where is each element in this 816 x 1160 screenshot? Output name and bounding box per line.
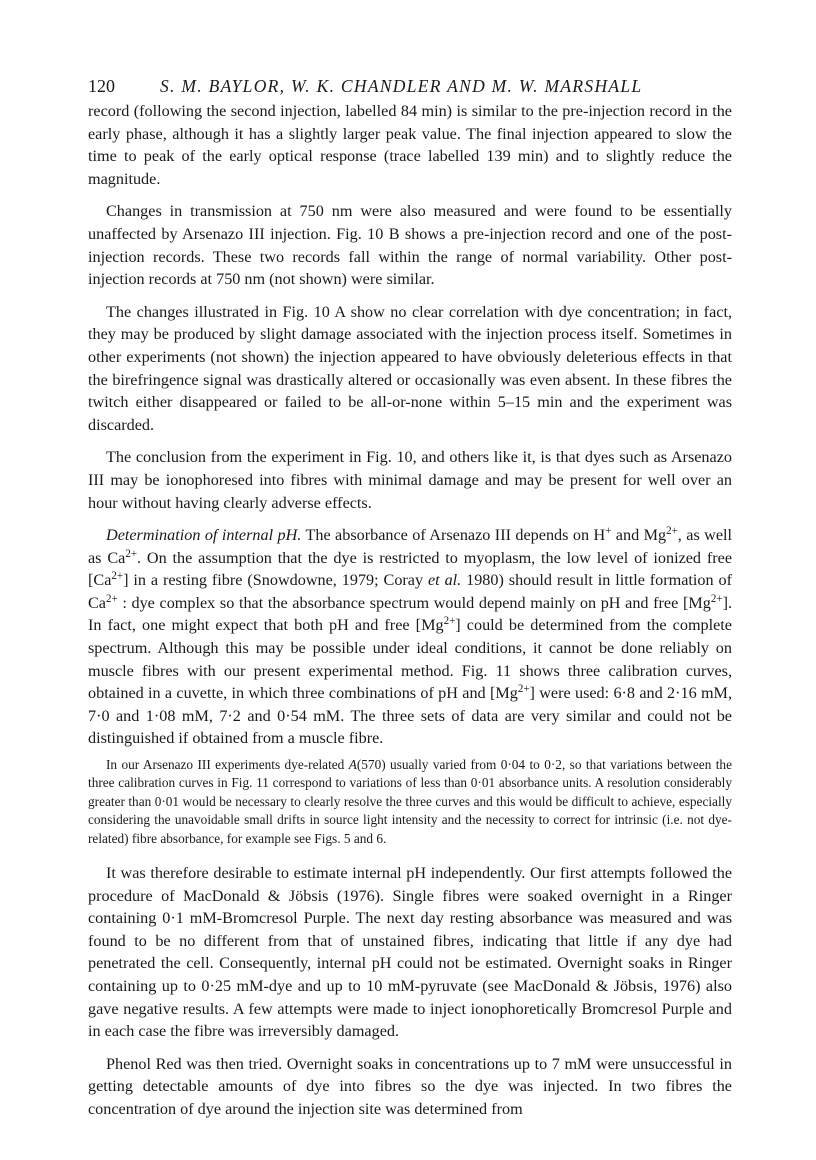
- paragraph-2: Changes in transmission at 750 nm were also measured and were found to be essentially unaffected by Arsenazo III injection. Fig. 10 B shows a pre-injection record and one of the post-injection records. These two records fall within the range of normal variability. Other post-injection records at 750 nm (not shown) were similar.: [88, 202, 732, 289]
- paragraph-6: It was therefore desirable to estimate internal pH independently. Our first attempts followed the procedure of MacDonald & Jöbsis (1976). Single fibres were soaked overnight in a Ringer containing 0·1 mM-Bromcresol Purple. The next day resting absorbance was measured and was found to be no different from that of unstained fibres, indicating that little if any dye had penetrated the cell. Consequently, internal pH could not be estimated. Overnight soaks in Ringer containing up to 0·25 mM-dye and up to 10 mM-pyruvate (see MacDonald & Jöbsis, 1976) also gave negative results. A few attempts were made to inject ionophoretically Bromcresol Purple and in each case the fibre was irreversibly damaged.: [88, 864, 732, 1041]
- body-text: [88, 100, 732, 750]
- running-title: S. M. BAYLOR, W. K. CHANDLER AND M. W. MARSHALL: [160, 76, 643, 96]
- small-print-note: [88, 756, 732, 848]
- page-number: 120: [88, 76, 115, 96]
- page: [88, 72, 732, 1121]
- paragraph-5: Determination of internal pH. The absorbance of Arsenazo III depends on H+ and $Mg^{2+}$, as well as $Ca^{2+}$. On the assumption that the dye is restricted to myoplasm, the low level of ionized free $[Ca^{2+}]$ in a resting fibre (Snowdowne, 1979; Coray et al. 1980) should result in little formation of $Ca^{2+}$ : dye complex so that the absorbance spectrum would depend mainly on pH and free $[Mg^{2+}]$. In fact, one might expect that both pH and free $[Mg^{2+}]$ could be determined from the complete spectrum. Although this may be possible under ideal conditions, it cannot be done reliably on muscle fibres with our present experimental method. Fig. 11 shows three calibration curves, obtained in a cuvette, in which three combinations of pH and $[Mg^{2+}]$ were used: 6·8 and 2·16 mM, 7·0 and 1·08 mM, 7·2 and 0·54 mM. The three sets of data are very similar and could not be distinguished if obtained from a muscle fibre.: [88, 525, 733, 748]
- paragraph-1: record (following the second injection, labelled 84 min) is similar to the pre-injection record in the early phase, although it has a slightly larger peak value. The final injection appeared to slow the time to peak of the early optical response (trace labelled 139 min) and to slightly reduce the magnitude.: [88, 102, 732, 188]
- section-heading: Determination of internal pH.: [106, 526, 302, 545]
- page-header: [88, 72, 732, 100]
- paragraph-3: The changes illustrated in Fig. 10 A show no clear correlation with dye concentration; in fact, they may be produced by slight damage associated with the injection process itself. Sometimes in other experiments (not shown) the injection appeared to have obviously deleterious effects in that the birefringence signal was drastically altered or occasionally was even absent. In these fibres the twitch either disappeared or failed to be all-or-none within 5–15 min and the experiment was discarded.: [88, 302, 732, 434]
- note-paragraph: In our Arsenazo III experiments dye-related A(570) usually varied from 0·04 to 0·2, so that variations between the three calibration curves in Fig. 11 correspond to variations of less than 0·01 absorbance units. A resolution considerably greater than 0·01 would be necessary to clearly resolve the three curves and this would be difficult to achieve, especially considering the unavoidable small drifts in source light intensity and the necessity to correct for intrinsic (i.e. not dye-related) fibre absorbance, for example see Figs. 5 and 6.: [88, 757, 732, 846]
- body-text-continued: [88, 862, 732, 1121]
- paragraph-4: The conclusion from the experiment in Fig. 10, and others like it, is that dyes such as Arsenazo III may be ionophoresed into fibres with minimal damage and may be present for well over an hour without having clearly adverse effects.: [88, 448, 732, 512]
- paragraph-7: Phenol Red was then tried. Overnight soaks in concentrations up to 7 mM were unsuccessful in getting detectable amounts of dye into fibres so the dye was injected. In two fibres the concentration of dye around the injection site was determined from: [88, 1054, 732, 1118]
